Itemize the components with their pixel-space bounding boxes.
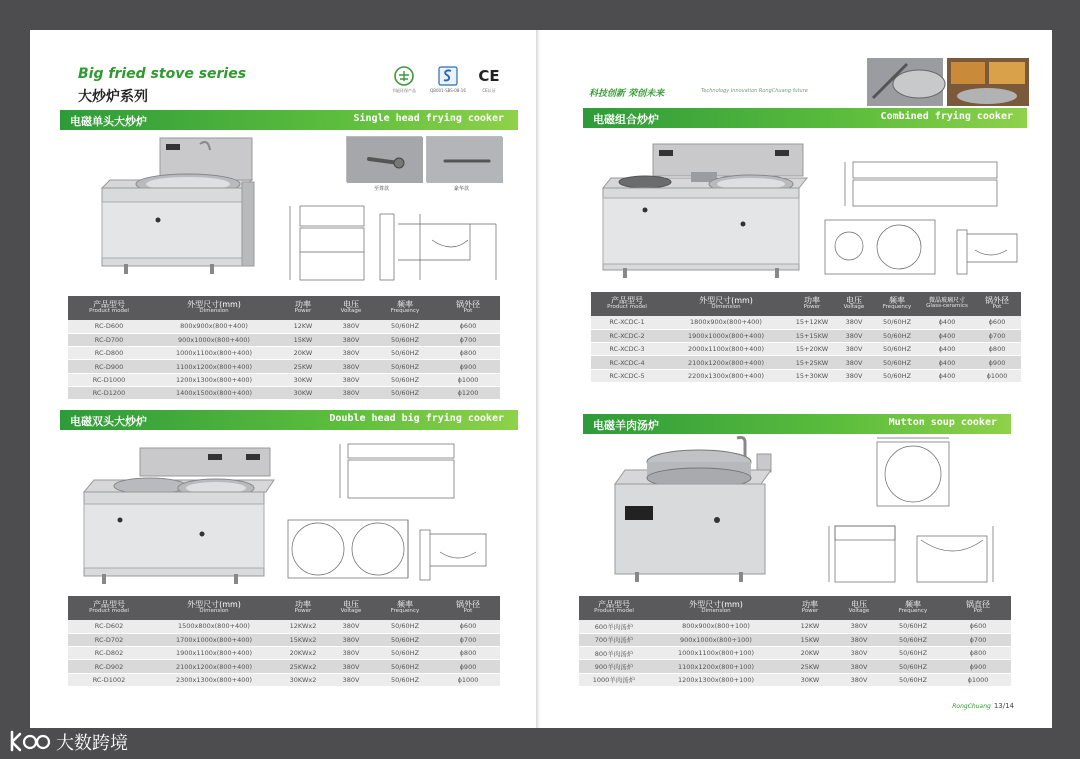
spec-table-mutton-soup [579,596,1011,687]
quality-s-mark-icon [438,66,458,86]
cert-s-quality: QB001-SBS-08-16 [428,66,468,93]
watermark-logo-icon [8,728,52,754]
col-header: 频率 Frequency [374,596,436,620]
combined-technical-drawing [819,158,1027,282]
environmental-label-icon [394,66,414,86]
col-header: 电压 Voltage [837,596,881,620]
col-header: 功率 Power [278,296,328,320]
table-header-row [68,296,500,320]
table-header-row [68,596,500,620]
table-row: RC-D900 1100x1200x(800+400) 25KW 380V 50/60HZ ϕ900 [68,360,500,373]
col-header: 锅外径 Pot [436,296,500,320]
col-header: 电压 Voltage [835,292,873,316]
table-row: RC-XCDC-3 2000x1100x(800+400) 15+20KW 380V 50/60HZ ϕ400 ϕ800 [591,343,1021,356]
col-header: 外型尺寸(mm) Dimension [150,296,278,320]
col-header: 频率 Frequency [374,296,436,320]
table-row: RC-D700 900x1000x(800+400) 15KW 380V 50/60HZ ϕ700 [68,333,500,346]
col-header: 电压 Voltage [328,296,374,320]
col-header: 功率 Power [783,596,837,620]
knob-caption-deluxe: 豪华款 [454,186,470,192]
table-row: RC-D802 1900x1100x(800+400) 20KWx2 380V 50/60HZ ϕ800 [68,647,500,660]
col-header: 频率 Frequency [881,596,945,620]
section-title-cn: 电磁羊肉汤炉 [593,419,659,432]
table-row: RC-XCDC-5 2200x1300x(800+400) 15+30KW 380V 50/60HZ ϕ400 ϕ1000 [591,369,1021,382]
section-title-cn: 电磁双头大炒炉 [70,415,147,428]
col-header: 锅直径 Pot [945,596,1011,620]
col-header: 产品型号 Product model [579,596,649,620]
double-head-stove-photo [80,444,276,586]
left-page [30,30,538,728]
mutton-soup-technical-drawing [821,434,1021,590]
col-header: 微晶玻璃尺寸 Glass-ceramics [921,292,973,316]
section-band-single-head [60,110,518,130]
double-head-technical-drawing [280,434,516,590]
table-row: RC-D602 1500x800x(800+400) 12KWx2 380V 50/60HZ ϕ600 [68,620,500,633]
table-header-row [591,292,1021,316]
table-row: RC-D702 1700x1000x(800+400) 15KWx2 380V 50/60HZ ϕ700 [68,633,500,646]
spec-table-combined [591,292,1021,383]
page-numbers: 13/14 [993,702,1014,710]
section-title-en: Single head frying cooker [353,113,504,124]
series-title-cn: 大炒炉系列 [78,89,148,105]
table-row: RC-XCDC-1 1800x900x(800+400) 15+12KW 380V 50/60HZ ϕ400 ϕ600 [591,316,1021,329]
table-row: RC-D800 1000x1100x(800+400) 20KW 380V 50/60HZ ϕ800 [68,347,500,360]
bar-handle-icon [427,137,503,183]
page-footer [952,702,1014,710]
col-header: 频率 Frequency [873,292,921,316]
slogan-cn: 科技创新 荣创未来 [589,89,665,99]
knob-caption-premium: 至尊款 [374,186,390,192]
table-row: RC-D600 800x900x(800+400) 12KW 380V 50/60HZ ϕ600 [68,320,500,333]
table-row: 1000羊肉汤炉 1200x1300x(800+100) 30KW 380V 50/60HZ ϕ1000 [579,673,1011,686]
table-row: 900羊肉汤炉 1100x1200x(800+100) 25KW 380V 50/60HZ ϕ900 [579,660,1011,673]
col-header: 外型尺寸(mm) Dimension [649,596,783,620]
header-kitchen-photos [867,58,1029,106]
table-row: RC-D1200 1400x1500x(800+400) 30KW 380V 50/60HZ ϕ1200 [68,386,500,399]
table-row: RC-D1002 2300x1300x(800+400) 30KWx2 380V 50/60HZ ϕ1000 [68,673,500,686]
knob-swatch-premium [346,136,422,182]
col-header: 电压 Voltage [328,596,374,620]
col-header: 产品型号 Product model [68,296,150,320]
col-header: 产品型号 Product model [68,596,150,620]
table-header-row [579,596,1011,620]
mutton-soup-cooker-photo [611,434,777,586]
certification-logos [386,66,504,106]
col-header: 产品型号 Product model [591,292,663,316]
section-title-en: Double head big frying cooker [329,413,504,424]
table-row: RC-XCDC-2 1900x1000x(800+400) 15+15KW 380V 50/60HZ ϕ400 ϕ700 [591,329,1021,342]
table-row: 700羊肉汤炉 900x1000x(800+100) 15KW 380V 50/60HZ ϕ700 [579,633,1011,646]
knob-handle-icon [347,137,423,183]
section-title-en: Combined frying cooker [880,111,1013,122]
footer-brand: RongChuang [952,703,991,710]
knob-swatch-deluxe [426,136,502,182]
right-page [541,30,1052,728]
watermark [8,728,128,754]
col-header: 外型尺寸(mm) Dimension [150,596,278,620]
spec-table-double-head [68,596,500,687]
slogan-en: Technology Innovation RongChuang future [701,88,808,94]
col-header: 功率 Power [789,292,835,316]
col-header: 外型尺寸(mm) Dimension [663,292,789,316]
single-head-stove-photo [92,136,260,276]
section-title-en: Mutton soup cooker [888,417,997,428]
col-header: 功率 Power [278,596,328,620]
single-head-technical-drawing [270,194,520,290]
section-band-mutton-soup [583,414,1011,434]
spec-table-single-head [68,296,500,400]
section-band-combined [583,108,1027,128]
table-row: 600羊肉汤炉 800x900x(800+100) 12KW 380V 50/60HZ ϕ600 [579,620,1011,633]
col-header: 锅外径 Pot [436,596,500,620]
cert-ce: CE CE认证 [474,66,504,94]
table-row: RC-XCDC-4 2100x1200x(800+400) 15+25KW 380V 50/60HZ ϕ400 ϕ900 [591,356,1021,369]
section-band-double-head [60,410,518,430]
section-title-cn: 电磁组合炒炉 [593,113,659,126]
table-row: 800羊肉汤炉 1000x1100x(800+100) 20KW 380V 50/60HZ ϕ800 [579,647,1011,660]
table-row: RC-D1000 1200x1300x(800+400) 30KW 380V 50/60HZ ϕ1000 [68,373,500,386]
section-title-cn: 电磁单头大炒炉 [70,115,147,128]
series-title-en: Big fried stove series [78,66,247,82]
table-row: RC-D902 2100x1200x(800+400) 25KWx2 380V 50/60HZ ϕ900 [68,660,500,673]
watermark-text: 大数跨境 [56,733,128,754]
col-header: 锅外径 Pot [973,292,1021,316]
cert-china-environmental: 节能环保产品 [386,66,422,94]
ce-mark-icon: CE [478,67,500,85]
combined-stove-photo [599,140,811,280]
